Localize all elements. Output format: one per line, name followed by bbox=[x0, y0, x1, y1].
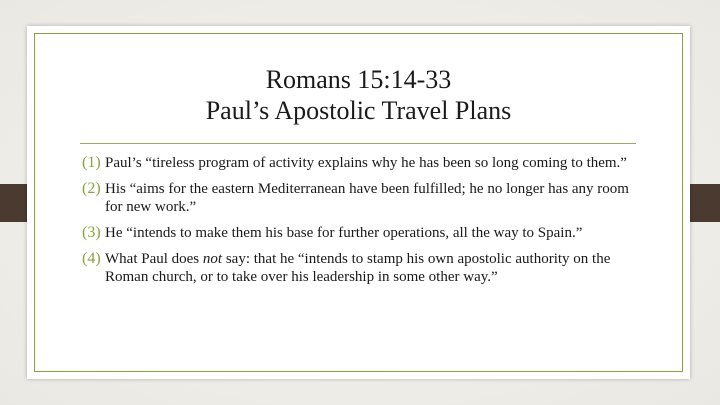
right-decorative-tab bbox=[690, 184, 720, 222]
list-item-text-lead: What Paul does bbox=[105, 251, 203, 267]
list-item-number: (4) bbox=[82, 250, 101, 267]
list-item-text bbox=[105, 251, 610, 285]
left-decorative-tab bbox=[0, 184, 27, 222]
list-item bbox=[82, 180, 642, 216]
slide-title bbox=[27, 64, 690, 126]
title-line-subject: Paul’s Apostolic Travel Plans bbox=[205, 96, 512, 125]
list-item-text: His “aims for the eastern Mediterranean have been fulfilled; he no longer has any room for new work.” bbox=[105, 181, 629, 215]
list-item-text: He “intends to make them his base for further operations, all the way to Spain.” bbox=[105, 225, 583, 241]
list-item bbox=[82, 250, 642, 286]
list-item-number: (2) bbox=[82, 180, 101, 197]
title-line-reference: Romans 15:14-33 bbox=[265, 65, 452, 94]
list-item bbox=[82, 154, 642, 172]
list-item bbox=[82, 224, 642, 242]
list-item-number: (3) bbox=[82, 224, 101, 241]
title-divider bbox=[80, 143, 636, 144]
list-item-text-rest: say: that he “intends to stamp his own apostolic authority on the Roman church, or to take over his leadership in some other way.” bbox=[105, 251, 611, 285]
list-item-number: (1) bbox=[82, 154, 101, 171]
list-item-text: Paul’s “tireless program of activity explains why he has been so long coming to them.” bbox=[105, 155, 627, 171]
list-item-emphasis: not bbox=[202, 251, 223, 267]
numbered-list bbox=[82, 154, 642, 294]
